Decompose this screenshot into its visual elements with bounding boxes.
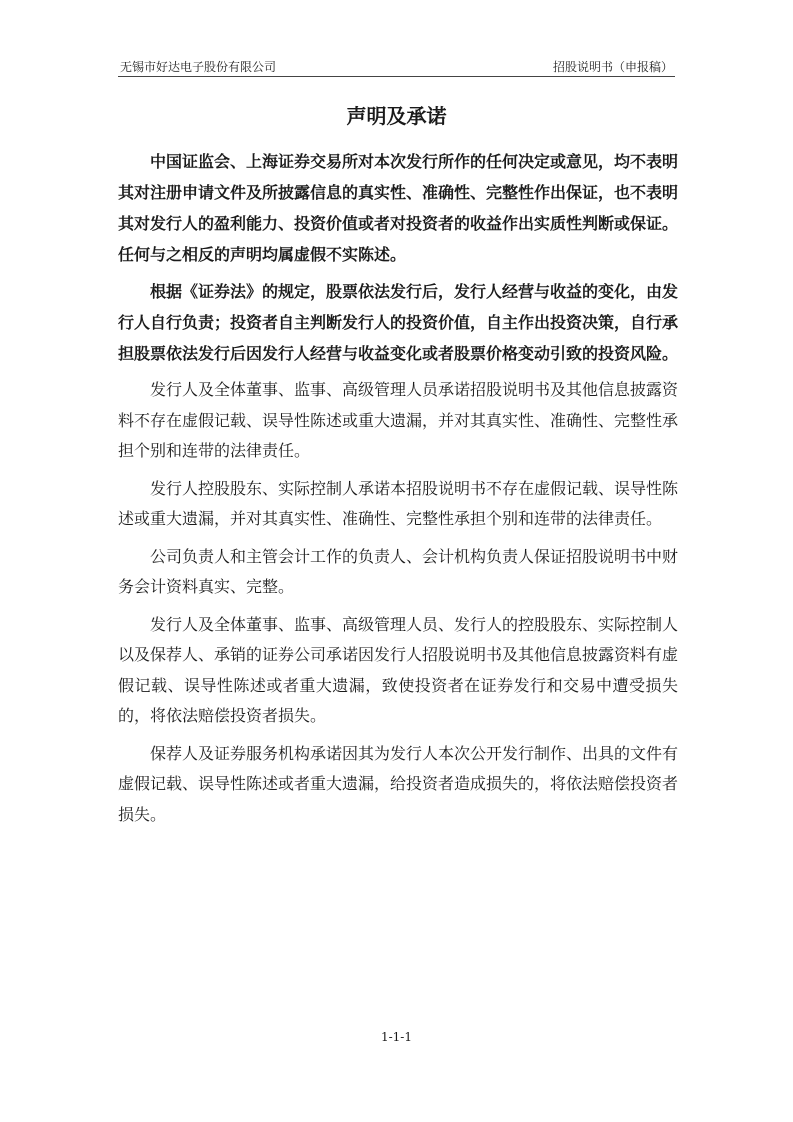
page-header (118, 56, 675, 77)
paragraph: 公司负责人和主管会计工作的负责人、会计机构负责人保证招股说明书中财务会计资料真实、完整。 (118, 546, 679, 596)
page-title: 声明及承诺 (346, 104, 447, 128)
paragraph: 保荐人及证券服务机构承诺因其为发行人本次公开发行制作、出具的文件有虚假记载、误导性陈述或者重大遗漏，给投资者造成损失的，将依法赔偿投资者损失。 (118, 743, 679, 824)
paragraph: 发行人及全体董事、监事、高级管理人员承诺招股说明书及其他信息披露资料不存在虚假记载、误导性陈述或重大遗漏，并对其真实性、准确性、完整性承担个别和连带的法律责任。 (118, 380, 679, 460)
paragraph: 中国证监会、上海证券交易所对本次发行所作的任何决定或意见，均不表明其对注册申请文件及所披露信息的真实性、准确性、完整性作出保证，也不表明其对发行人的盈利能力、投资价值或者对投资者的收益作出实质性判断或保证。任何与之相反的声明均属虚假不实陈述。 (118, 152, 679, 264)
statement-body (118, 146, 678, 837)
document-title: 招股说明书（申报稿） (552, 60, 673, 74)
company-name: 无锡市好达电子股份有限公司 (120, 60, 277, 74)
page-number: 1-1-1 (380, 1030, 412, 1044)
paragraph: 发行人及全体董事、监事、高级管理人员、发行人的控股股东、实际控制人以及保荐人、承销的证券公司承诺因发行人招股说明书及其他信息披露资料有虚假记载、误导性陈述或者重大遗漏，致使投资者在证券发行和交易中遭受损失的，将依法赔偿投资者损失。 (118, 614, 679, 725)
paragraph: 根据《证券法》的规定，股票依法发行后，发行人经营与收益的变化，由发行人自行负责；投资者自主判断发行人的投资价值，自主作出投资决策，自行承担股票依法发行后因发行人经营与收益变化或者股票价格变动引致的投资风险。 (118, 282, 679, 363)
paragraph: 发行人控股股东、实际控制人承诺本招股说明书不存在虚假记载、误导性陈述或重大遗漏，并对其真实性、准确性、完整性承担个别和连带的法律责任。 (118, 478, 679, 528)
